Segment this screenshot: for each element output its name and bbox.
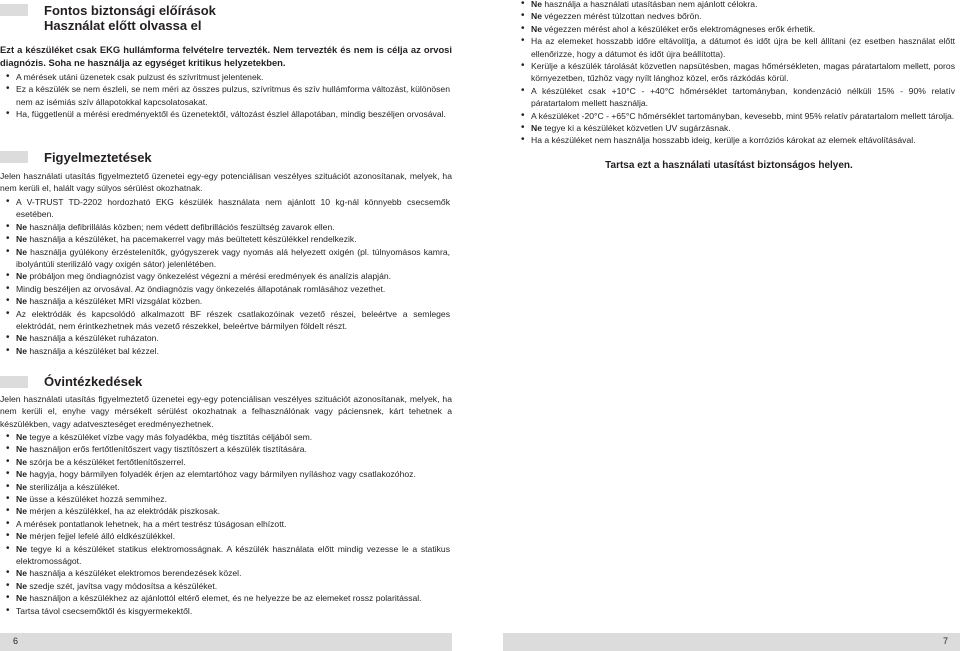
list-item	[4, 71, 450, 83]
bold-prefix: Ne	[16, 568, 27, 579]
bold-prefix: Ne	[16, 469, 27, 480]
bold-prefix: Ne	[16, 494, 27, 505]
page-number-left: 6	[13, 636, 19, 646]
list-item	[4, 332, 450, 344]
bold-prefix: Ne	[16, 481, 27, 492]
item-text: használja a készüléket MRI vizsgálat közben.	[27, 296, 203, 307]
page-number-right: 7	[942, 636, 948, 646]
bold-prefix: Ne	[16, 444, 27, 455]
item-text: használja a készüléket bal kézzel.	[27, 345, 159, 356]
list-item	[519, 122, 955, 134]
item-text: Kerülje a készülék tárolását közvetlen napsütésben, magas hőmérsékleten, magas páratartalom mellett, poros környezetben, tűzhöz vagy nyílt lánghoz közel, erős rázkódás körül.	[531, 61, 955, 84]
cautions-intro: Jelen használati utasítás figyelmeztető üzenetei egy-egy potenciálisan veszélyes szituációt azonosítanak, melyek, ha nem kerüli el, enyhe vagy mérsékelt sérülést okozhatnak a felhasználónak vagy páciensnek, kárt tehetnek a készülékben, vagy adatveszteséget eredményezhetnek.	[0, 394, 452, 429]
bold-prefix: Ne	[16, 506, 27, 517]
list-item	[519, 23, 955, 35]
bold-prefix: Ne	[16, 456, 27, 467]
section-marker	[0, 151, 28, 163]
item-text: Tartsa távol csecsemőktől és kisgyermekektől.	[16, 605, 193, 616]
safety-title-line1: Fontos biztonsági előírások	[44, 3, 216, 18]
item-text: A mérések pontatlanok lehetnek, ha a mért testrész túságosan elhízott.	[16, 518, 287, 529]
list-item	[4, 233, 450, 245]
item-text: tegye ki a készüléket statikus elektromosságnak. A készülék használata előtt mindig vezesse le a statikus elektromosságot.	[16, 543, 450, 567]
item-text: használja defibrillálás közben; nem védett defibrillációs feszültség zavarok ellen.	[27, 221, 335, 232]
item-text: Az elektródák és kapcsolódó alkalmazott BF részek csatlakozóinak vezető részei, beleértve a semleges elektródát, nem érintkezhetnek más vezető részekkel, beleértve bármilyen földelt részt.	[16, 308, 450, 332]
item-text: A készüléket csak +10°C - +40°C hőmérséklet tartományban, kondenzáció nélküli 15% - 90% relatív páratartalom mellett használja.	[531, 85, 955, 109]
footer-left	[0, 633, 452, 651]
list-item	[4, 431, 450, 443]
safety-title	[44, 3, 216, 33]
item-text: használjon erős fertőtlenítőszert vagy tisztítószert a készülék tisztítására.	[27, 444, 307, 455]
right-list	[519, 0, 955, 147]
list-item	[4, 443, 450, 455]
bold-prefix: Ne	[16, 271, 27, 282]
item-text: szórja be a készüléket fertőtlenítőszerrel.	[27, 456, 186, 467]
safety-title-line2: Használat előtt olvassa el	[44, 18, 202, 33]
item-text: használja a használati utasításban nem ajánlott célokra.	[542, 0, 758, 9]
intro-warning: Ezt a készüléket csak EKG hullámforma felvételre tervezték. Nem tervezték és nem is célja az orvosi diagnózis. Soha ne használja az egységet kritikus helyzetekben.	[0, 44, 452, 68]
warnings-intro: Jelen használati utasítás figyelmeztető üzenetei egy-egy potenciálisan veszélyes szituációt azonosítanak, melyek, ha nem kerüli el, halált vagy súlyos sérülést okozhatnak.	[0, 171, 452, 194]
bold-prefix: Ne	[16, 345, 27, 356]
item-text: Ez a készülék se nem észleli, se nem méri az összes pulzus, szívritmus és szív hullámforma változást, különösen nem az isémiás szív állapotokkal kapcsolatosakat.	[16, 84, 450, 107]
bold-prefix: Ne	[16, 296, 27, 307]
bold-prefix: Ne	[16, 221, 27, 232]
list-item	[519, 85, 955, 110]
item-text: Mindig beszéljen az orvosával. Az öndiagnózis vagy önkezelés állapotának romlásához vezethet.	[16, 283, 386, 294]
cautions-title: Óvintézkedések	[44, 374, 143, 389]
list-item	[4, 493, 450, 505]
item-text: Ha az elemeket hosszabb időre eltávolítja, a dátumot és időt újra be kell állítani (ez esetben használat előtt ellenőrizze, hogy a dátumot és időt újra beállította).	[531, 36, 955, 59]
list-item	[4, 518, 450, 530]
bold-prefix: Ne	[16, 246, 27, 257]
item-text: A készüléket -20°C - +65°C hőmérséklet tartományban, kevesebb, mint 95% relatív páratartalom mellett tárolja.	[531, 110, 955, 121]
item-text: A V-TRUST TD-2202 hordozható EKG készülék használata nem ajánlott 10 kg-nál könnyebb csecsemők esetében.	[16, 197, 450, 220]
bold-prefix: Ne	[16, 543, 27, 554]
list-item	[4, 592, 450, 604]
bold-prefix: Ne	[16, 593, 27, 604]
list-item	[4, 246, 450, 271]
item-text: mérjen a készülékkel, ha az elektródák piszkosak.	[27, 506, 220, 517]
item-text: Ha a készüléket nem használja hosszabb ideig, kerülje a korróziós károkat az elemek eltávolításával.	[531, 135, 916, 146]
list-item	[4, 530, 450, 542]
list-item	[4, 308, 450, 333]
list-item	[4, 505, 450, 517]
intro-list	[4, 71, 450, 121]
bold-prefix: Ne	[16, 234, 27, 245]
section-marker	[0, 376, 28, 388]
bold-prefix: Ne	[16, 531, 27, 542]
item-text: használja a készüléket elektromos berendezések közel.	[27, 568, 242, 579]
bold-prefix: Ne	[531, 123, 542, 134]
item-text: használja a készüléket, ha pacemakerrel vagy más beültetett készülékkel rendelkezik.	[27, 234, 357, 245]
bold-prefix: Ne	[16, 432, 27, 442]
item-text: Ha, függetlenül a mérési eredményektől és üzenetektől, változást észlel állapotában, mindig beszéljen orvosával.	[16, 109, 446, 120]
item-text: üsse a készüléket hozzá semmihez.	[27, 494, 167, 505]
cautions-list	[4, 431, 450, 617]
list-item	[4, 567, 450, 579]
bold-prefix: Ne	[531, 0, 542, 9]
bold-prefix: Ne	[16, 333, 27, 344]
left-page	[0, 0, 452, 651]
item-text: használja gyúlékony érzéstelenítők, gyógyszerek vagy nyomás alá helyezett oxigén (pl. túlnyomásos kamra, ibolyántúli sterilizáló vagy oxigén sátor) jelenlétében.	[16, 246, 450, 270]
list-item	[4, 345, 450, 357]
footer-right	[503, 633, 960, 651]
item-text: sterilizálja a készüléket.	[27, 481, 120, 492]
item-text: mérjen fejjel lefelé álló eldkészülékkel.	[27, 531, 176, 542]
item-text: A mérések utáni üzenetek csak pulzust és szívritmust jelentenek.	[16, 72, 264, 82]
list-item	[519, 110, 955, 122]
list-item	[519, 134, 955, 146]
item-text: végezzen mérést ahol a készüléket erős elektromágneses erők érhetik.	[542, 23, 816, 34]
item-text: végezzen mérést túlzottan nedves bőrön.	[542, 11, 702, 22]
list-item	[4, 270, 450, 282]
list-item	[4, 605, 450, 617]
warnings-title: Figyelmeztetések	[44, 150, 152, 165]
list-item	[519, 35, 955, 60]
item-text: használjon a készülékhez az ajánlottól eltérő elemet, és ne helyezze be az elemeket rossz polaritással.	[27, 593, 422, 604]
bold-prefix: Ne	[531, 11, 542, 22]
list-item	[4, 456, 450, 468]
item-text: hagyja, hogy bármilyen folyadék érjen az elemtartóhoz vagy bármilyen nyíláshoz vagy csatlakozóhoz.	[27, 469, 416, 480]
list-item	[4, 83, 450, 108]
list-item	[4, 108, 450, 120]
item-text: tegye ki a készüléket közvetlen UV sugárzásnak.	[542, 123, 731, 134]
item-text: szedje szét, javítsa vagy módosítsa a készüléket.	[27, 580, 218, 591]
closing-note: Tartsa ezt a használati utasítást biztonságos helyen.	[605, 160, 853, 171]
bold-prefix: Ne	[16, 580, 27, 591]
section-marker	[0, 4, 28, 16]
item-text: próbáljon meg öndiagnózist vagy önkezelést végezni a mérési eredmények és analízis alapján.	[27, 271, 392, 282]
list-item	[4, 481, 450, 493]
right-page	[503, 0, 955, 651]
list-item	[519, 0, 955, 10]
warnings-list	[4, 196, 450, 357]
list-item	[4, 221, 450, 233]
list-item	[4, 543, 450, 568]
list-item	[4, 295, 450, 307]
list-item	[4, 468, 450, 480]
bold-prefix: Ne	[531, 23, 542, 34]
item-text: használja a készüléket ruházaton.	[27, 333, 159, 344]
list-item	[4, 580, 450, 592]
list-item	[4, 196, 450, 221]
list-item	[4, 283, 450, 295]
list-item	[519, 10, 955, 22]
list-item	[519, 60, 955, 85]
item-text: tegye a készüléket vízbe vagy más folyadékba, még tisztítás céljából sem.	[27, 432, 313, 442]
